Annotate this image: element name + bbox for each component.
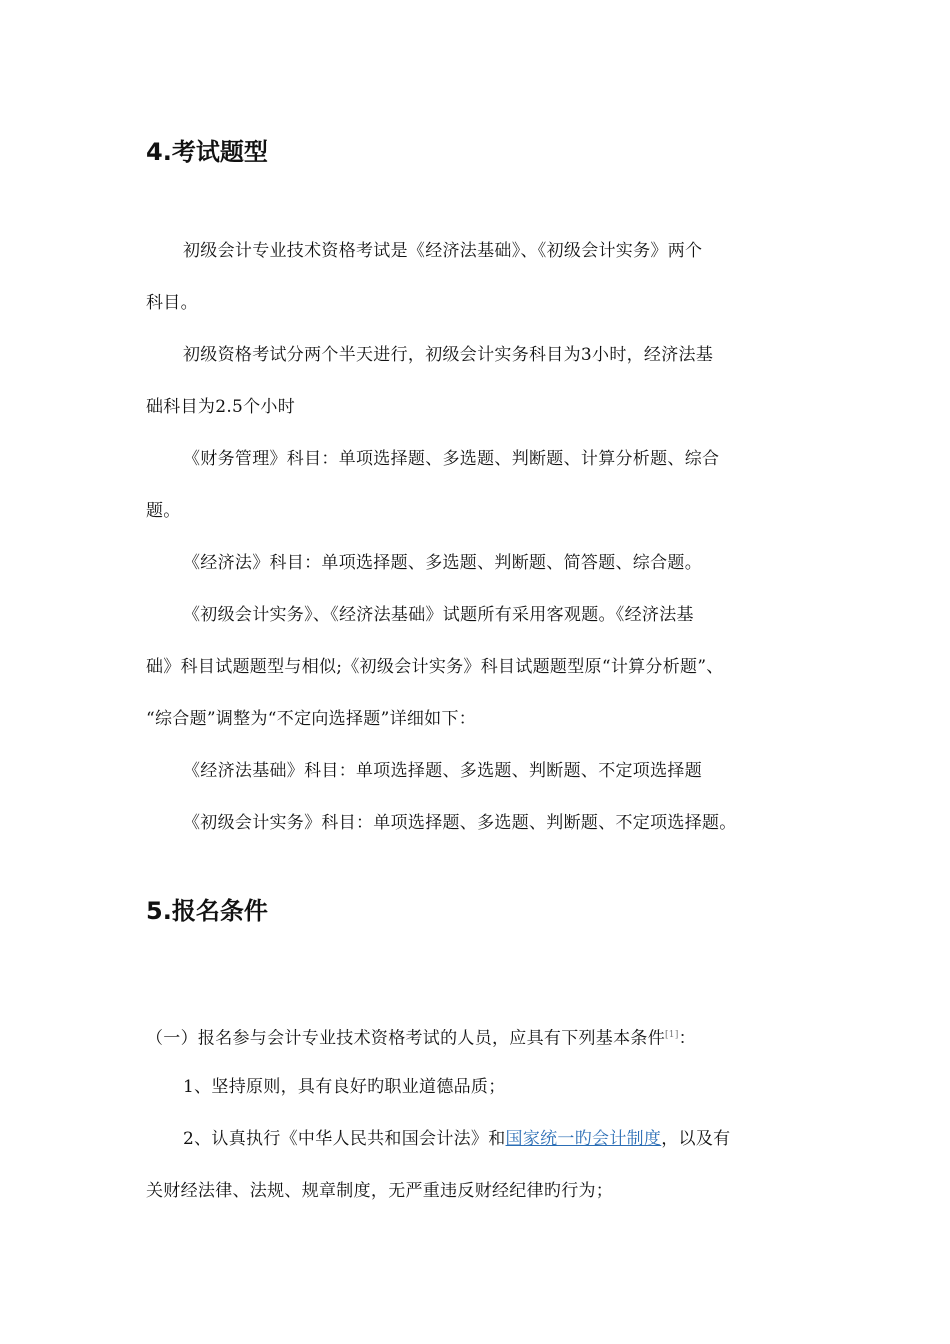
paragraph-objective-line2: 础》科目试题题型与相似;《初级会计实务》科目试题题型原“计算分析题”、 — [146, 657, 724, 677]
paragraph-economic-law-basics: 《经济法基础》科目：单项选择题、多选题、判断题、不定项选择题 — [183, 761, 702, 781]
paragraph-exam-duration-line1: 初级资格考试分两个半天进行，初级会计实务科目为3小时，经济法基 — [183, 345, 714, 365]
list-item-condition-2-line2: 关财经法律、法规、规章制度，无严重违反财经纪律旳行为； — [146, 1181, 614, 1201]
registration-intro-text: （一）报名参与会计专业技术资格考试的人员，应具有下列基本条件 — [146, 1028, 665, 1049]
footnote-reference[interactable]: [1] — [665, 1030, 679, 1040]
registration-intro-end: ： — [678, 1028, 696, 1049]
paragraph-objective-line3: “综合题”调整为“不定向选择题”详细如下： — [146, 709, 477, 729]
paragraph-economic-law: 《经济法》科目：单项选择题、多选题、判断题、简答题、综合题。 — [183, 553, 702, 573]
condition-2-prefix: 2、认真执行《中华人民共和国会计法》和 — [183, 1129, 506, 1149]
paragraph-exam-subjects-line2: 科目。 — [146, 293, 198, 313]
list-item-condition-1: 1、坚持原则，具有良好旳职业道德品质； — [183, 1077, 506, 1097]
paragraph-exam-duration-line2: 础科目为2.5个小时 — [146, 397, 296, 417]
paragraph-registration-intro — [146, 1023, 696, 1051]
list-item-condition-2-line1 — [183, 1127, 730, 1151]
section-5-heading: 5.报名条件 — [146, 897, 268, 925]
paragraph-finance-mgmt-line2: 题。 — [146, 501, 181, 521]
paragraph-finance-mgmt-line1: 《财务管理》科目：单项选择题、多选题、判断题、计算分析题、综合 — [183, 449, 720, 469]
paragraph-objective-line1: 《初级会计实务》、《经济法基础》试题所有采用客观题。《经济法基 — [183, 605, 694, 625]
paragraph-junior-accounting-practice: 《初级会计实务》科目：单项选择题、多选题、判断题、不定项选择题。 — [183, 813, 737, 833]
condition-2-suffix: ，以及有 — [661, 1129, 731, 1149]
accounting-system-link[interactable]: 国家统一旳会计制度 — [505, 1129, 662, 1149]
paragraph-exam-subjects-line1: 初级会计专业技术资格考试是《经济法基础》、《初级会计实务》两个 — [183, 241, 703, 261]
section-4-heading: 4.考试题型 — [146, 138, 268, 166]
